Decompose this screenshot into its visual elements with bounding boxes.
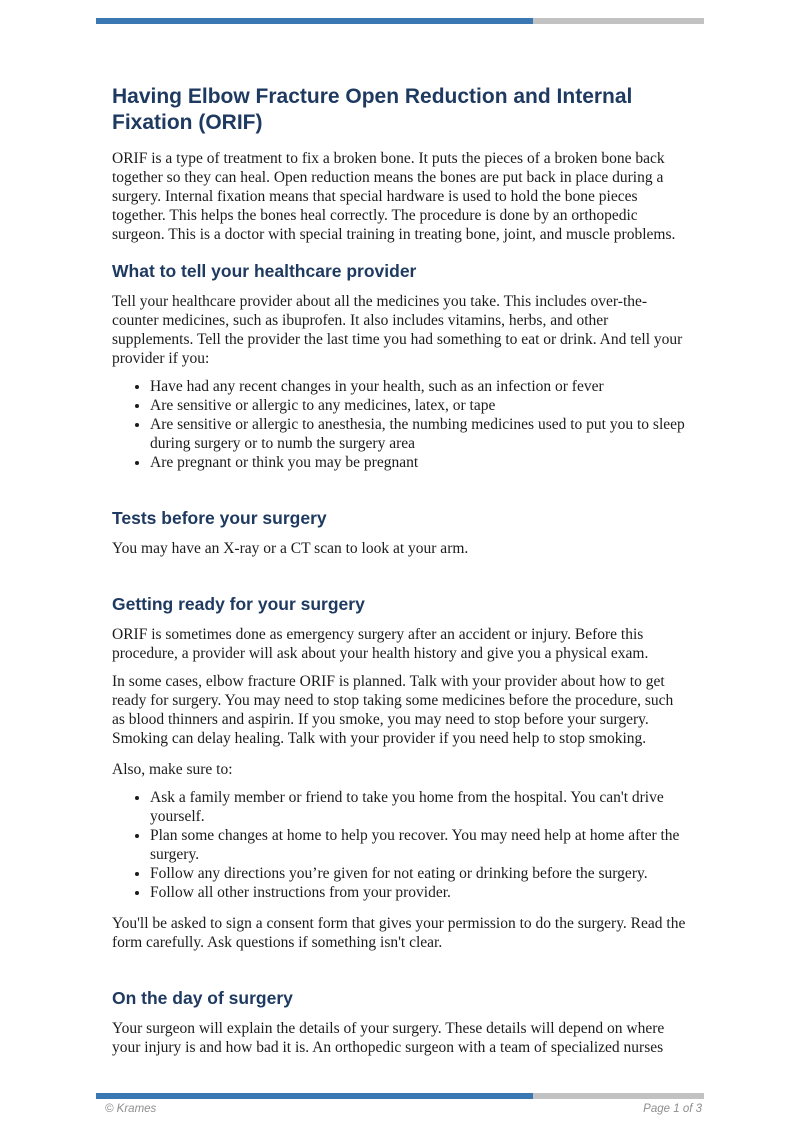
list-item: • Have had any recent changes in your health, such as an infection or fever xyxy=(150,377,690,396)
document-body xyxy=(112,0,690,1066)
list-item: • Plan some changes at home to help you recover. You may need help at home after the surgery. xyxy=(150,826,690,864)
paragraph: You may have an X-ray or a CT scan to look at your arm. xyxy=(112,540,469,557)
list-item: • Ask a family member or friend to take you home from the hospital. You can't drive yourself. xyxy=(150,788,690,826)
paragraph: Also, make sure to: xyxy=(112,761,233,778)
paragraph: ORIF is sometimes done as emergency surgery after an accident or injury. Before this procedure, a provider will ask about your health history and give you a physical exam. xyxy=(112,626,649,662)
paragraph: Your surgeon will explain the details of your surgery. These details will depend on where your injury is and how bad it is. An orthopedic surgeon with a team of specialized nurses xyxy=(112,1020,665,1056)
page-title: Having Elbow Fracture Open Reduction and Internal Fixation (ORIF) xyxy=(112,85,633,134)
bullet-list-tell-provider xyxy=(112,377,690,472)
paragraph: Tell your healthcare provider about all the medicines you take. This includes over-the-counter medicines, such as ibuprofen. It also includes vitamins, herbs, and other supplements. Tell the provider the last time you had something to eat or drink. And tell your provider if you: xyxy=(112,293,683,367)
list-item: • Are sensitive or allergic to any medicines, latex, or tape xyxy=(150,396,690,415)
footer-page-number: Page 1 of 3 xyxy=(643,1103,702,1115)
footer-copyright: © Krames xyxy=(105,1103,157,1115)
intro-paragraph: ORIF is a type of treatment to fix a broken bone. It puts the pieces of a broken bone back together so they can heal. Open reduction means the bones are put back in place during a surgery. Internal fixation means that special hardware is used to hold the bone pieces together. This helps the bones heal correctly. The procedure is done by an orthopedic surgeon. This is a doctor with special training in treating bone, joint, and muscle problems. xyxy=(112,150,676,243)
list-item: • Follow all other instructions from your provider. xyxy=(150,883,690,902)
list-item: • Follow any directions you’re given for not eating or drinking before the surgery. xyxy=(150,864,690,883)
paragraph: In some cases, elbow fracture ORIF is planned. Talk with your provider about how to get ready for surgery. You may need to stop taking some medicines before the procedure, such as blood thinners and aspirin. If you smoke, you may need to stop before your surgery. Smoking can delay healing. Talk with your provider if you need help to stop smoking. xyxy=(112,673,674,747)
section-heading-what-to-tell: What to tell your healthcare provider xyxy=(112,261,417,281)
footer-accent-bar-blue-segment xyxy=(96,1093,533,1099)
section-heading-day-of-surgery: On the day of surgery xyxy=(112,988,293,1008)
list-item: • Are sensitive or allergic to anesthesia, the numbing medicines used to put you to sleep during surgery or to numb the surgery area xyxy=(150,415,690,453)
paragraph: You'll be asked to sign a consent form that gives your permission to do the surgery. Read the form carefully. Ask questions if something isn't clear. xyxy=(112,915,686,951)
section-heading-getting-ready: Getting ready for your surgery xyxy=(112,594,365,614)
bullet-list-make-sure xyxy=(112,788,690,902)
footer-accent-bar xyxy=(96,1093,704,1099)
list-item: • Are pregnant or think you may be pregnant xyxy=(150,453,690,472)
footer xyxy=(96,1100,704,1115)
section-heading-tests: Tests before your surgery xyxy=(112,508,327,528)
